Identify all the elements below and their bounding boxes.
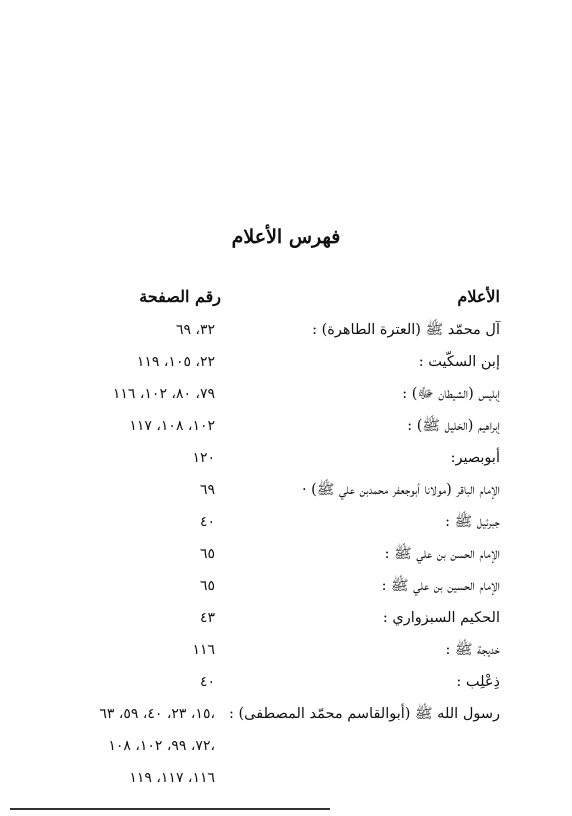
entry-name: ذِعْلِب : (456, 674, 500, 690)
page-title: فهرس الأعلام (231, 226, 341, 248)
index-row (0, 479, 572, 501)
index-row (0, 639, 572, 661)
entry-pages: ٦٩ (199, 482, 215, 498)
entry-name: الإمام الباقر (مولانا أبوجعفر محمدبن علي ﷺ) · (301, 482, 500, 498)
page-numbers-column-header: رقم الصفحة (139, 287, 221, 306)
entry-name: الإمام الحسن بن علي ﷺ : (384, 546, 500, 562)
index-row (0, 319, 572, 341)
entry-name: إبراهيم (الخليل ﷺ) : (407, 418, 500, 434)
entry-pages: ١٥، ٢٣، ٤٠، ٥٩، ٦٣، (99, 706, 215, 722)
index-row (0, 543, 572, 565)
entry-pages: ٤٣ (199, 610, 215, 626)
index-row (0, 607, 572, 629)
index-row (0, 447, 572, 469)
entry-name: الإمام الحسين بن علي ﷺ : (381, 578, 500, 594)
entry-pages: ٢٢، ١٠٥، ١١٩ (136, 354, 215, 370)
entry-pages: ٧٩، ٨٠، ١٠٢، ١١٦ (112, 386, 215, 402)
entry-name: آل محمّد ﷺ (العترة الطاهرة) : (312, 322, 500, 338)
page-footer-rule (10, 808, 330, 810)
index-row (0, 575, 572, 597)
entry-pages: ٧٢، ٩٩، ١٠٢، ١٠٨، (108, 738, 215, 754)
index-row (0, 671, 572, 693)
entry-pages: ١١٦ (192, 642, 215, 658)
entry-pages: ١٢٠ (192, 450, 215, 466)
entry-pages: ١١٦، ١١٧، ١١٩ (129, 770, 215, 786)
entry-name: رسول الله ﷺ (أبوالقاسم محمّد المصطفى) : (229, 706, 500, 722)
entry-pages: ٤٠ (199, 674, 215, 690)
entry-pages: ٦٥ (199, 578, 215, 594)
names-column-header: الأعلام (457, 287, 500, 306)
index-row (0, 767, 572, 789)
index-row (0, 383, 572, 405)
entry-name: خديجة ﷺ : (445, 642, 500, 658)
entry-name: جبرئيل ﷺ : (445, 514, 500, 530)
index-row (0, 735, 572, 757)
entry-name: الحكيم السبزواري : (382, 610, 500, 626)
index-row (0, 511, 572, 533)
entry-pages: ٣٢، ٦٩ (175, 322, 215, 338)
entry-pages: ٤٠ (199, 514, 215, 530)
index-row (0, 351, 572, 373)
entry-pages: ٦٥ (199, 546, 215, 562)
entry-pages: ١٠٢، ١٠٨، ١١٧ (129, 418, 215, 434)
entry-name: إبليس (الشيطان ﷻ) : (402, 386, 500, 402)
index-row (0, 415, 572, 437)
index-row (0, 703, 572, 725)
entry-name: إبن السكّيت : (418, 354, 500, 370)
entry-name: أبوبصير: (450, 450, 500, 466)
